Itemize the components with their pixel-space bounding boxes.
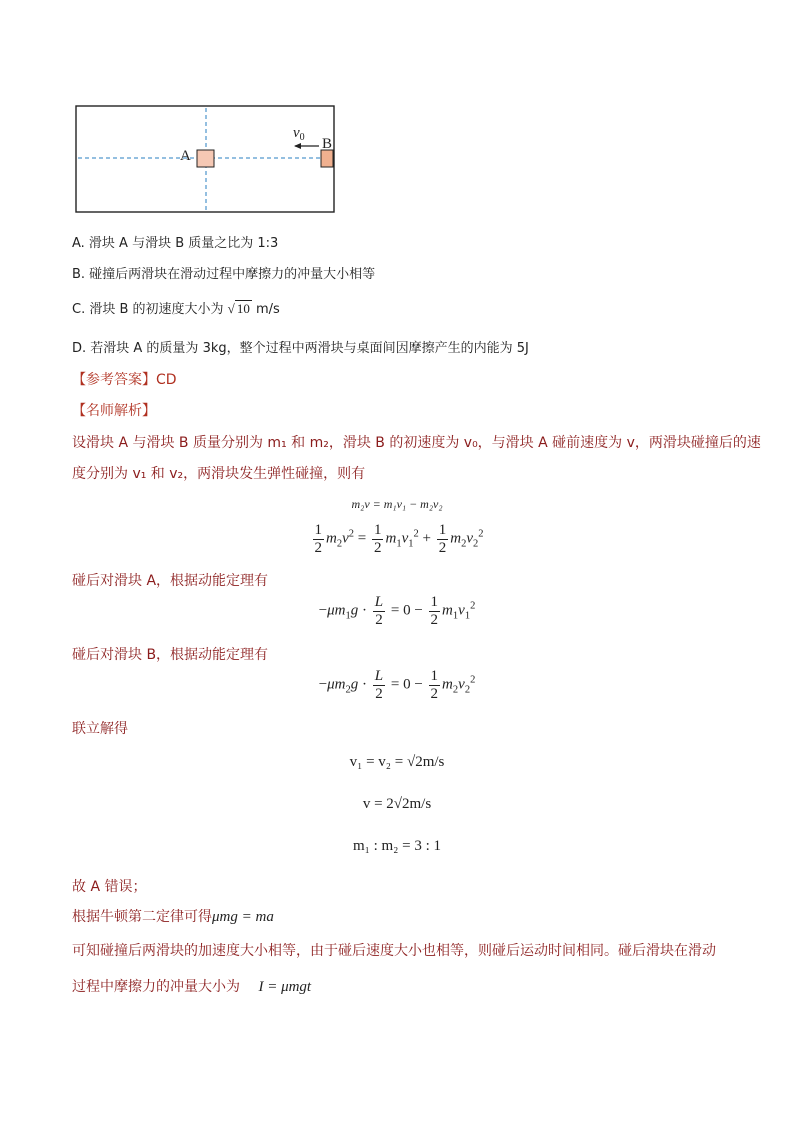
option-a: A. 滑块 A 与滑块 B 质量之比为 1:3 — [72, 236, 279, 251]
paragraph1-line1: 设滑块 A 与滑块 B 质量分别为 m₁ 和 m₂，滑块 B 的初速度为 v₀，与滑块 A 碰前速度为 v，两滑块碰撞后的速 — [72, 435, 761, 451]
work-energy-b: $-\mu m_2g$ · $\frac{L}{2}$ = 0 − $\frac{1}{2}$ $m_2v_2^2$ — [318, 668, 476, 702]
answer-label: 【参考答案】 — [72, 372, 156, 388]
block-a — [197, 150, 214, 167]
text-after-collision-b: 碰后对滑块 B，根据动能定理有 — [72, 647, 269, 663]
answer-line — [72, 369, 177, 389]
conclusion-a: 故 A 错误； — [72, 879, 147, 895]
analysis-heading: 【名师解析】 — [72, 403, 156, 419]
answer-value: CD — [156, 372, 177, 388]
newton-equation: μmg = ma — [212, 909, 274, 925]
impulse-equation: I = μmgt — [258, 979, 312, 995]
option-c-unit: m/s — [255, 302, 280, 317]
option-c-text: C. 滑块 B 的初速度大小为 — [72, 302, 224, 317]
option-b: B. 碰撞后两滑块在滑动过程中摩擦力的冲量大小相等 — [72, 267, 376, 282]
label-b: B — [322, 136, 333, 152]
option-c-sqrt: √ 10 — [227, 301, 250, 316]
label-a: A — [180, 148, 191, 164]
collision-figure — [74, 104, 338, 216]
final-line1: 可知碰撞后两滑块的加速度大小相等，由于碰后速度大小也相等，则碰后运动时间相同。碰后滑块在滑动 — [72, 943, 716, 959]
block-b — [321, 150, 333, 167]
work-energy-a: $-\mu m_1g$ · $\frac{L}{2}$ = 0 − $\frac{1}{2}$ $m_1v_1^2$ — [318, 594, 476, 628]
energy-equation: $\frac{1}{2}$ $m_2v^2$ = $\frac{1}{2}$ $m_1v_1^2$ + $\frac{1}{2}$ $m_2v_2^2$ — [314, 522, 484, 556]
result-mass-ratio: m₁ : m₂ = 3 : 1 — [352, 838, 442, 854]
paragraph1-line2: 度分别为 v₁ 和 v₂，两滑块发生弹性碰撞，则有 — [72, 466, 366, 482]
velocity-label: $v_0$ — [293, 125, 305, 143]
option-d: D. 若滑块 A 的质量为 3kg，整个过程中两滑块与桌面间因摩擦产生的内能为 5J — [72, 341, 529, 356]
newton-text: 根据牛顿第二定律可得 — [72, 909, 212, 925]
option-c — [72, 298, 280, 317]
result-v1-v2: v₁ = v₂ = √2m/s — [349, 754, 445, 770]
momentum-equation: m₂v = m₁v₁ − m₂v₂ — [351, 497, 443, 511]
text-after-collision-a: 碰后对滑块 A，根据动能定理有 — [72, 573, 269, 589]
final-line2-text: 过程中摩擦力的冲量大小为 — [72, 979, 240, 995]
final-line2 — [72, 976, 311, 996]
result-v: v = 2√2m/s — [362, 796, 432, 812]
newton-line — [72, 906, 274, 926]
text-solve: 联立解得 — [72, 721, 128, 737]
